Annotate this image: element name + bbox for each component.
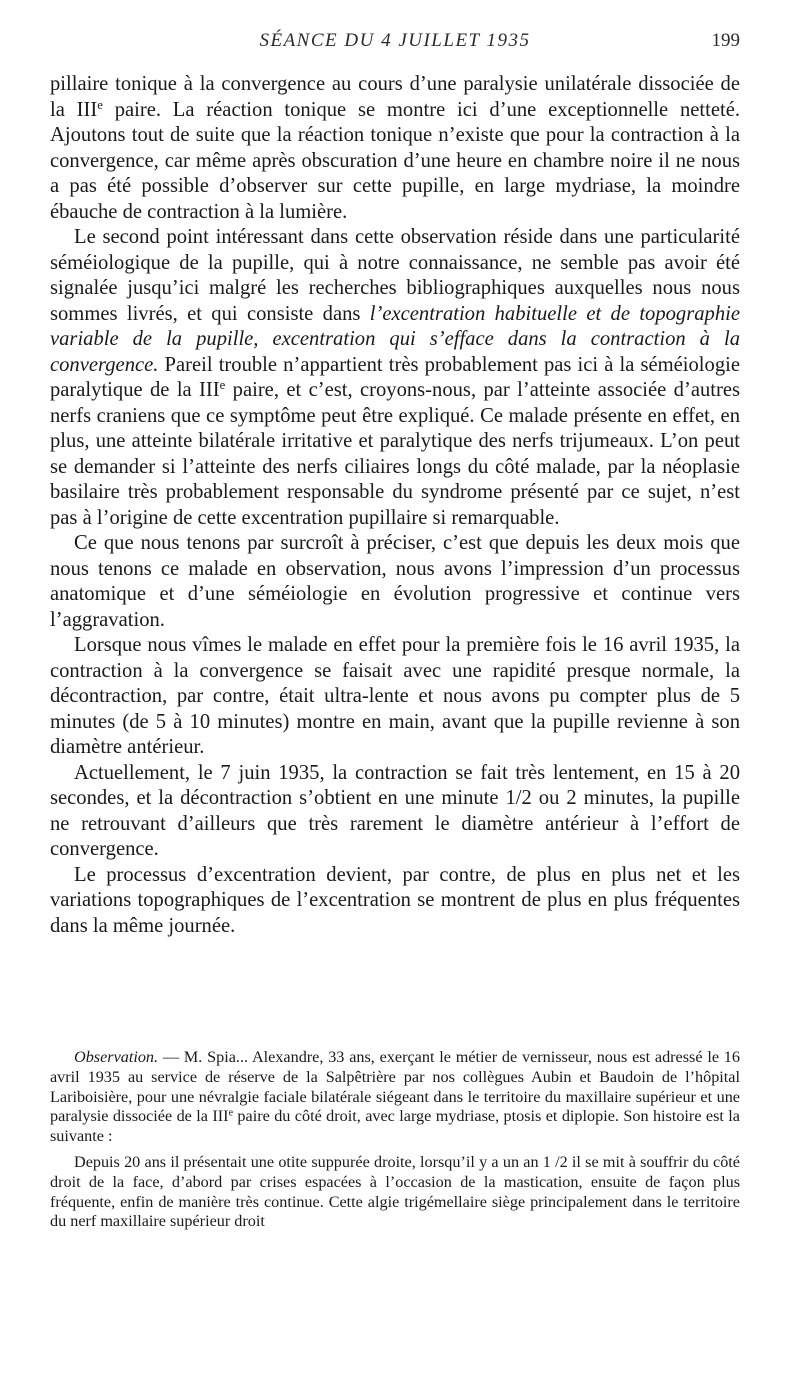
observation-paragraph-1 — [50, 1048, 740, 1147]
paragraph-6: Le processus d’excentration devient, par contre, de plus en plus net et les variations topographiques de l’excentration se montrent de plus en plus fréquentes dans la même journée. — [50, 863, 740, 937]
superscript: e — [97, 97, 103, 112]
main-text — [50, 72, 740, 939]
paragraph-4: Lorsque nous vîmes le malade en effet pour la première fois le 16 avril 1935, la contraction à la convergence se faisait avec une rapidité presque normale, la décontraction, par contre, était ultra-lente et nous avons pu compter plus de 5 minutes (de 5 à 10 minutes) montre en main, avant que la pupille revienne à son diamètre antérieur. — [50, 634, 740, 758]
paragraph-2-text-b: Pareil trouble n’appartient très probablement pas ici à la séméiologie paralytique de la III — [50, 353, 740, 401]
paragraph-3: Ce que nous tenons par surcroît à préciser, c’est que depuis les deux mois que nous tenons ce malade en observation, nous avons l’impression d’un processus anatomique et d’une séméiologie en évolution progressive et continue vers l’aggravation. — [50, 532, 740, 631]
observation-label: Observation. — [74, 1048, 159, 1066]
paragraph-1-text-a: pillaire tonique à la convergence au cours d’une paralysie unilatérale dissociée de la III — [50, 73, 740, 121]
paragraph-1-text-b: paire. La réaction tonique se montre ici d’une exceptionnelle netteté. Ajoutons tout de suite que la réaction tonique n’existe que pour la contraction à la convergence, car même après obscuration d’une heure en chambre noire il ne nous a pas été possible d’observer sur cette pupille, en large mydriase, la moindre ébauche de contraction à la lumière. — [50, 98, 740, 223]
paragraph-2-text-c: paire, et c’est, croyons-nous, par l’atteinte associée d’autres nerfs craniens que ce symptôme peut être expliqué. Ce malade présente en effet, en plus, une atteinte bilatérale irritative et paralytique des nerfs trijumeaux. L’on peut se demander si l’atteinte des nerfs ciliaires longs du côté malade, par la néoplasie basilaire très probablement responsable du syndrome présenté par ce sujet, n’est pas à l’origine de cette excentration pupillaire si remarquable. — [50, 379, 740, 529]
running-title: SÉANCE DU 4 JUILLET 1935 — [259, 30, 531, 51]
observation-paragraph-2: Depuis 20 ans il présentait une otite suppurée droite, lorsqu’il y a un an 1 /2 il se mit à souffrir du côté droit de la face, d’abord par crises espacées à l’occasion de la mastication, ensuite de façon plus fréquente, enfin de manière très continue. Cette algie trigémellaire siège principalement dans le territoire du nerf maxillaire supérieur droit — [50, 1152, 740, 1231]
paragraph-2 — [50, 225, 740, 531]
observation-text-a: — M. Spia... Alexandre, 33 ans, exerçant le métier de vernisseur, nous est adressé le 16 avril 1935 au service de réserve de la Salpêtrière par nos collègues Aubin et Baudoin de l’hôpital Lariboisière, pour une névralgie faciale bilatérale siégeant dans le territoire du maxillaire supérieur et une paralysie dissociée de la III — [50, 1048, 740, 1126]
paragraph-2-italic-text: l’excentration habituelle et de topographie variable de la pupille, excentration qui s’efface dans la contraction à la convergence. — [50, 302, 740, 376]
paragraph-5: Actuellement, le 7 juin 1935, la contraction se fait très lentement, en 15 à 20 secondes, et la décontraction s’obtient en une minute 1/2 ou 2 minutes, la pupille ne retrouvant d’ailleurs que très rarement le diamètre antérieur à l’effort de convergence. — [50, 761, 740, 860]
observation-section — [50, 1048, 740, 1232]
observation-text-b: paire du côté droit, avec large mydriase, ptosis et diplopie. Son histoire est la suivante : — [50, 1107, 740, 1146]
page-number: 199 — [711, 30, 740, 51]
paragraph-1 — [50, 72, 740, 225]
paragraph-2-text-a: Le second point intéressant dans cette observation réside dans une particularité séméiologique de la pupille, qui à notre connaissance, ne semble pas avoir été signalée jusqu’ici malgré les recherches bibliographiques auxquelles nous nous sommes livrés, et qui consiste dans — [50, 226, 740, 325]
running-header — [50, 30, 740, 58]
superscript: e — [228, 1107, 234, 1119]
superscript: e — [219, 377, 226, 392]
